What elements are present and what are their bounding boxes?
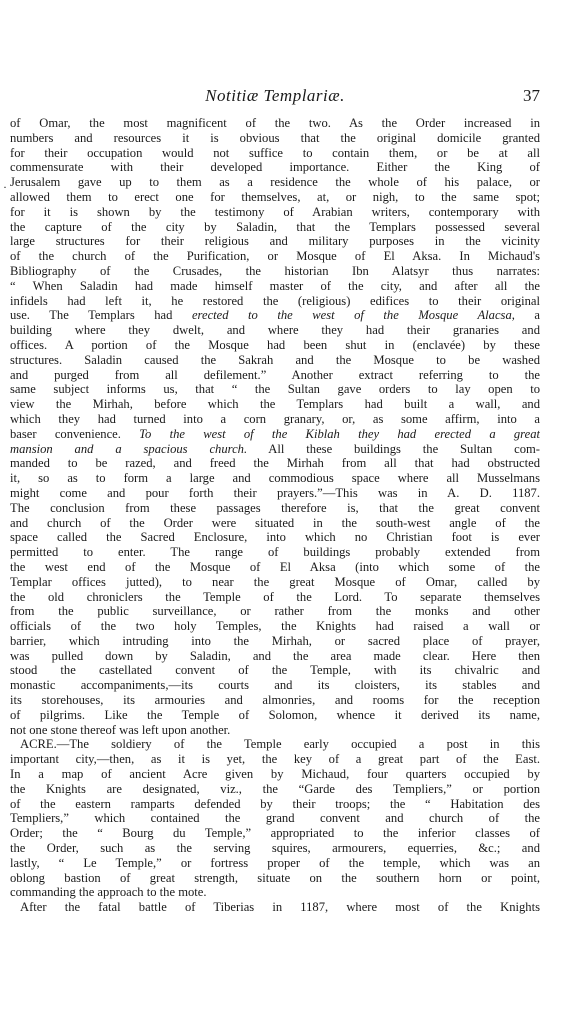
line-text: Bibliography of the Crusades, the historian Ibn Alatsyr thus narrates: [10, 263, 540, 278]
line-text: of Omar, the most magnificent of the two. As the Order increased in [10, 116, 540, 130]
line-text: commanding the approach to the mote. [10, 885, 207, 900]
text-line [10, 279, 540, 294]
text-line [10, 160, 540, 175]
line-text: numbers and resources it is obvious that the original domicile granted [10, 130, 540, 145]
line-text: the old chroniclers the Temple of the Lord. To separate themselves [10, 589, 540, 604]
line-text: same subject informs us, that “ the Sultan gave orders to lay open to [10, 382, 540, 397]
text-line [10, 294, 540, 309]
text-line [10, 649, 540, 664]
text-line [10, 885, 540, 900]
line-text: building where they dwelt, and where they had their granaries and [10, 323, 540, 338]
line-text: of the church of the Purification, or Mosque of El Aksa. In Michaud's [10, 249, 540, 264]
line-text-after: a [514, 308, 540, 323]
text-line [10, 323, 540, 338]
line-text: was pulled down by Saladin, and the area made clear. Here then [10, 648, 540, 663]
text-line [10, 442, 540, 457]
text-line [10, 516, 540, 531]
text-line [10, 190, 540, 205]
line-text: stood the castellated convent of the Temple, with its chivalric and [10, 663, 540, 678]
line-text: manded to be razed, and freed the Mirhah from all that had obstructed [10, 456, 540, 471]
text-line [10, 486, 540, 501]
text-line [10, 175, 540, 190]
text-line [10, 131, 540, 146]
line-text: allowed them to erect one for themselves, at, or nigh, to the same spot; [10, 189, 540, 204]
line-text: Templar offices jutted), to near the great Mosque of Omar, called by [10, 574, 540, 589]
line-text: monastic accompaniments,—its courts and its cloisters, its stables and [10, 678, 540, 693]
text-line [10, 871, 540, 886]
text-line [10, 116, 540, 131]
line-text: view the Mirhah, before which the Templars had built a wall, and [10, 397, 540, 412]
line-text: permitted to enter. The range of buildings probably extended from [10, 545, 540, 560]
line-text: the Order, such as the serving squires, armourers, equerries, &c.; and [10, 841, 540, 856]
line-text: for their occupation would not suffice to contain them, or be at all [10, 145, 540, 160]
text-line [10, 723, 540, 738]
text-line [10, 663, 540, 678]
text-line [10, 427, 540, 442]
line-text: large structures for their religious and military purposes in the vicinity [10, 234, 540, 249]
text-line [10, 856, 540, 871]
text-line [10, 545, 540, 560]
text-line [10, 619, 540, 634]
running-title: Notitiæ Templariæ. [205, 86, 345, 105]
text-line [10, 560, 540, 575]
line-text: important city,—then, as it is yet, the key of a great part of the East. [10, 752, 540, 767]
text-line [10, 530, 540, 545]
line-text-after: All these buildings the Sultan com- [247, 441, 540, 456]
text-line [10, 841, 540, 856]
text-line [10, 752, 540, 767]
text-line [10, 353, 540, 368]
line-text: and church of the Order were situated in the south-west angle of the [10, 515, 540, 530]
line-text: officials of the two holy Temples, the Knights had raised a wall or [10, 619, 540, 634]
text-line [10, 900, 540, 915]
margin-mark: · [3, 180, 7, 194]
line-text: of the eastern ramparts defended by their troops; the “ Habitation des [10, 796, 540, 811]
line-text: for it is shown by the testimony of Arabian writers, contemporary with [10, 204, 540, 219]
italic-text: erected to the west of the Mosque Alacsa, [191, 308, 515, 323]
line-text: and purged from all defilement.” Another extract referring to the [10, 367, 540, 382]
text-line [10, 501, 540, 516]
line-text: use. The Templars had [10, 308, 192, 323]
line-text: barrier, which intruding into the Mirhah, or sacred place of prayer, [10, 633, 540, 648]
text-line [10, 308, 540, 323]
line-text: from the public surveillance, or rather from the monks and other [10, 604, 540, 619]
line-text: oblong bastion of great strength, situate on the southern horn or point, [10, 870, 540, 885]
text-line [10, 693, 540, 708]
text-line [10, 590, 540, 605]
text-line [10, 708, 540, 723]
text-line [10, 782, 540, 797]
text-line [10, 146, 540, 161]
line-text: After the fatal battle of Tiberias in 1187, where most of the Knights [20, 900, 540, 915]
text-line [10, 249, 540, 264]
line-text: Order; the “ Bourg du Temple,” appropriated to the inferior classes of [10, 826, 540, 841]
text-line [10, 368, 540, 383]
text-line [10, 456, 540, 471]
text-line [10, 767, 540, 782]
text-line [10, 234, 540, 249]
line-text: The conclusion from these passages therefore is, that the great convent [10, 500, 540, 515]
line-text: the Knights are designated, viz., the “Garde des Templiers,” or portion [10, 781, 540, 796]
text-line [10, 338, 540, 353]
line-text: it, so as to form a large and commodious space where all Musselmans [10, 471, 540, 486]
italic-text: To the west of the Kiblah they had erected a great [139, 426, 540, 441]
line-text: structures. Saladin caused the Sakrah and the Mosque to be washed [10, 352, 540, 367]
text-line [10, 575, 540, 590]
line-text: infidels had left it, he restored the (religious) edifices to their original [10, 293, 540, 308]
text-line [10, 382, 540, 397]
line-text: ACRE.—The soldiery of the Temple early occupied a post in this [20, 737, 540, 752]
text-line [10, 412, 540, 427]
text-line [10, 811, 540, 826]
text-line [10, 797, 540, 812]
body-text [10, 116, 540, 915]
line-text: not one stone thereof was left upon another. [10, 722, 231, 737]
line-text: the west end of the Mosque of El Aksa (into which some of the [10, 559, 540, 574]
text-line [10, 737, 540, 752]
line-text: which they had turned into a corn granary, or, as some affirm, into a [10, 411, 540, 426]
text-line [10, 205, 540, 220]
line-text: Jerusalem gave up to them as a residence the whole of his palace, or [10, 175, 540, 190]
text-line [10, 220, 540, 235]
line-text: “ When Saladin had made himself master of the city, and after all the [10, 278, 540, 293]
italic-text: mansion and a spacious church. [10, 441, 248, 456]
line-text: might come and pour forth their prayers.”—This was in A. D. 1187. [10, 485, 540, 500]
line-text: Templiers,” which contained the grand convent and church of the [10, 811, 540, 826]
line-text: baser convenience. [10, 426, 140, 441]
text-line [10, 678, 540, 693]
line-text: offices. A portion of the Mosque had been shut in (enclavée) by these [10, 337, 540, 352]
line-text: In a map of ancient Acre given by Michaud, four quarters occupied by [10, 767, 540, 782]
text-line [10, 826, 540, 841]
line-text: lastly, “ Le Temple,” or fortress proper of the temple, which was an [10, 855, 540, 870]
line-text: the capture of the city by Saladin, that the Templars possessed several [10, 219, 540, 234]
text-line [10, 604, 540, 619]
text-line [10, 264, 540, 279]
running-head [10, 86, 540, 106]
line-text: space called the Sacred Enclosure, into which no Christian foot is ever [10, 530, 540, 545]
page-number: 37 [523, 86, 540, 105]
text-line [10, 397, 540, 412]
line-text: commensurate with their developed importance. Either the King of [10, 160, 540, 175]
line-text: of pilgrims. Like the Temple of Solomon, whence it derived its name, [10, 707, 540, 722]
line-text: its storehouses, its armouries and almonries, and rooms for the reception [10, 693, 540, 708]
text-line [10, 471, 540, 486]
text-line [10, 634, 540, 649]
